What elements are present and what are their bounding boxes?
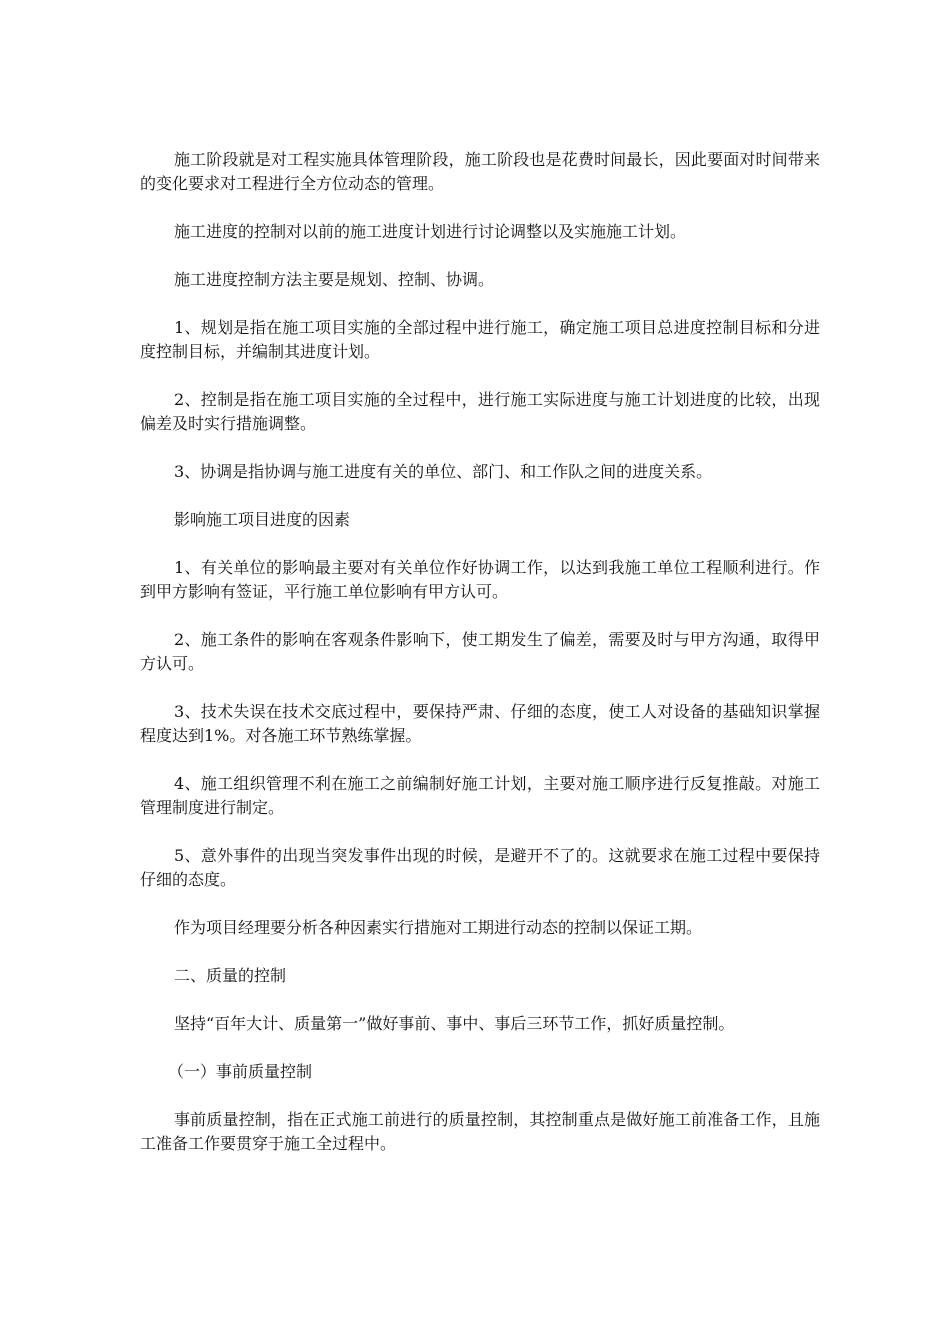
- heading-progress-factors: 影响施工项目进度的因素: [174, 510, 351, 529]
- paragraph-progress-control: 施工进度的控制对以前的施工进度计划进行讨论调整以及实施施工计划。: [174, 222, 687, 241]
- heading-quality-control: 二、质量的控制: [174, 966, 287, 985]
- document-page: [140, 148, 820, 1180]
- paragraph-manager-summary: 作为项目经理要分析各种因素实行措施对工期进行动态的控制以保证工期。: [174, 918, 703, 937]
- paragraph-factor-technical: 3、技术失误在技术交底过程中，要保持严肃、仔细的态度，使工人对设备的基础知识掌握程度达到1%。对各施工环节熟练掌握。: [140, 702, 820, 745]
- paragraph-control-methods: 施工进度控制方法主要是规划、控制、协调。: [174, 270, 495, 289]
- paragraph-method-control: 2、控制是指在施工项目实施的全过程中，进行施工实际进度与施工计划进度的比较，出现偏差及时实行措施调整。: [140, 390, 820, 433]
- paragraph-factor-management: 4、施工组织管理不利在施工之前编制好施工计划，主要对施工顺序进行反复推敲。对施工管理制度进行制定。: [140, 774, 820, 817]
- paragraph-factor-conditions: 2、施工条件的影响在客观条件影响下，使工期发生了偏差，需要及时与甲方沟通，取得甲方认可。: [140, 630, 820, 673]
- paragraph-method-coordination: 3、协调是指协调与施工进度有关的单位、部门、和工作队之间的进度关系。: [174, 462, 713, 481]
- heading-pre-quality-control: （一）事前质量控制: [168, 1062, 313, 1081]
- paragraph-factor-accidents: 5、意外事件的出现当突发事件出现的时候，是避开不了的。这就要求在施工过程中要保持仔细的态度。: [140, 846, 820, 889]
- paragraph-intro: 施工阶段就是对工程实施具体管理阶段，施工阶段也是花费时间最长，因此要面对时间带来的变化要求对工程进行全方位动态的管理。: [140, 150, 820, 193]
- paragraph-quality-principle: 坚持“百年大计、质量第一”做好事前、事中、事后三环节工作，抓好质量控制。: [174, 1014, 735, 1033]
- paragraph-factor-units: 1、有关单位的影响最主要对有关单位作好协调工作，以达到我施工单位工程顺利进行。作到甲方影响有签证，平行施工单位影响有甲方认可。: [140, 558, 820, 601]
- paragraph-method-planning: 1、规划是指在施工项目实施的全部过程中进行施工，确定施工项目总进度控制目标和分进度控制目标，并编制其进度计划。: [140, 318, 820, 361]
- paragraph-pre-quality-detail: 事前质量控制，指在正式施工前进行的质量控制，其控制重点是做好施工前准备工作，且施工准备工作要贯穿于施工全过程中。: [140, 1110, 820, 1153]
